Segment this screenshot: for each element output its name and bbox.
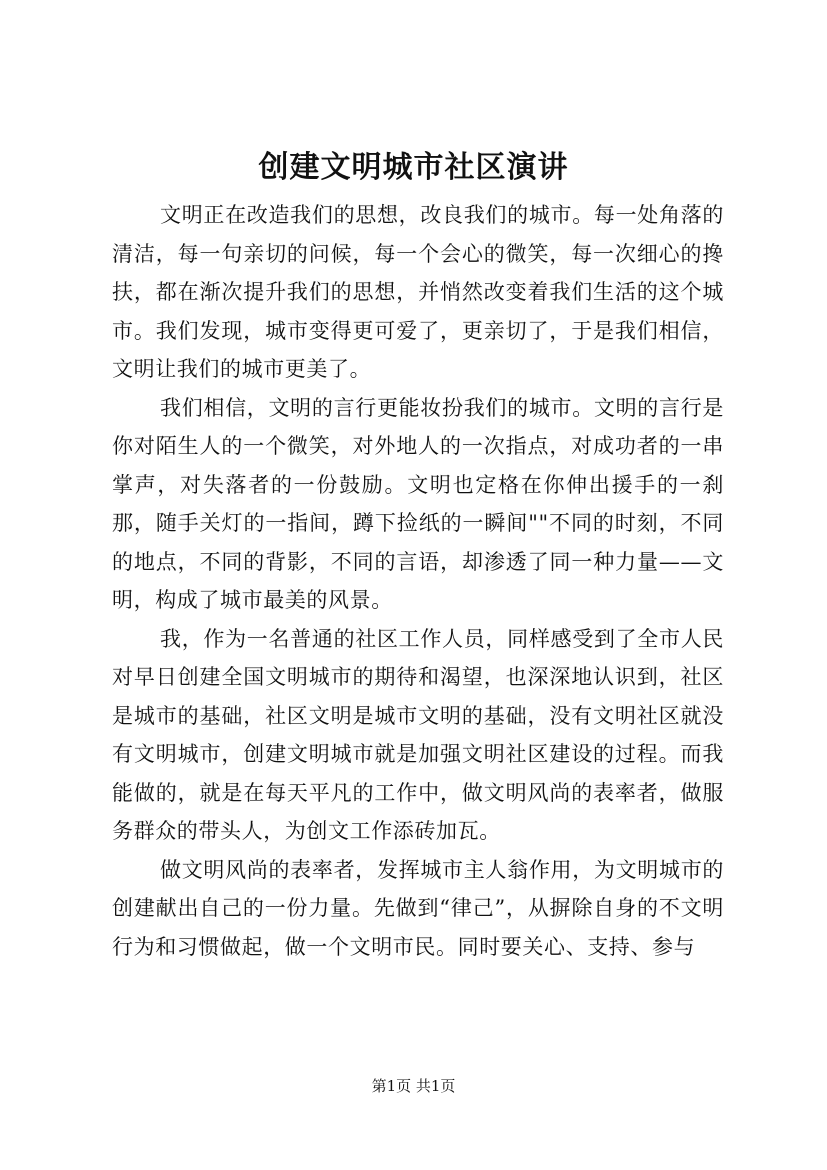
document-body [112,196,724,966]
paragraph-4: 做文明风尚的表率者，发挥城市主人翁作用，为文明城市的创建献出自己的一份力量。先做到“律己”，从摒除自身的不文明行为和习惯做起，做一个文明市民。同时要关心、支持、参与 [112,857,724,959]
page-number-footer: 第1页 共1页 [371,1077,456,1095]
document-title: 创建文明城市社区演讲 [258,150,569,185]
paragraph-1: 文明正在改造我们的思想，改良我们的城市。每一处角落的清洁，每一句亲切的问候，每一个会心的微笑，每一次细心的搀扶，都在渐次提升我们的思想，并悄然改变着我们生活的这个城市。我们发现，城市变得更可爱了，更亲切了，于是我们相信，文明让我们的城市更美了。 [112,203,724,381]
paragraph-2: 我们相信，文明的言行更能妆扮我们的城市。文明的言行是你对陌生人的一个微笑，对外地人的一次指点，对成功者的一串掌声，对失落者的一份鼓励。文明也定格在你伸出援手的一刹那，随手关灯的一指间，蹲下捡纸的一瞬间""不同的时刻，不同的地点，不同的背影，不同的言语，却渗透了同一种力量——文明，构成了城市最美的风景。 [112,395,724,612]
paragraph-3: 我，作为一名普通的社区工作人员，同样感受到了全市人民对早日创建全国文明城市的期待和渴望，也深深地认识到，社区是城市的基础，社区文明是城市文明的基础，没有文明社区就没有文明城市，创建文明城市就是加强文明社区建设的过程。而我能做的，就是在每天平凡的工作中，做文明风尚的表率者，做服务群众的带头人，为创文工作添砖加瓦。 [112,626,724,843]
